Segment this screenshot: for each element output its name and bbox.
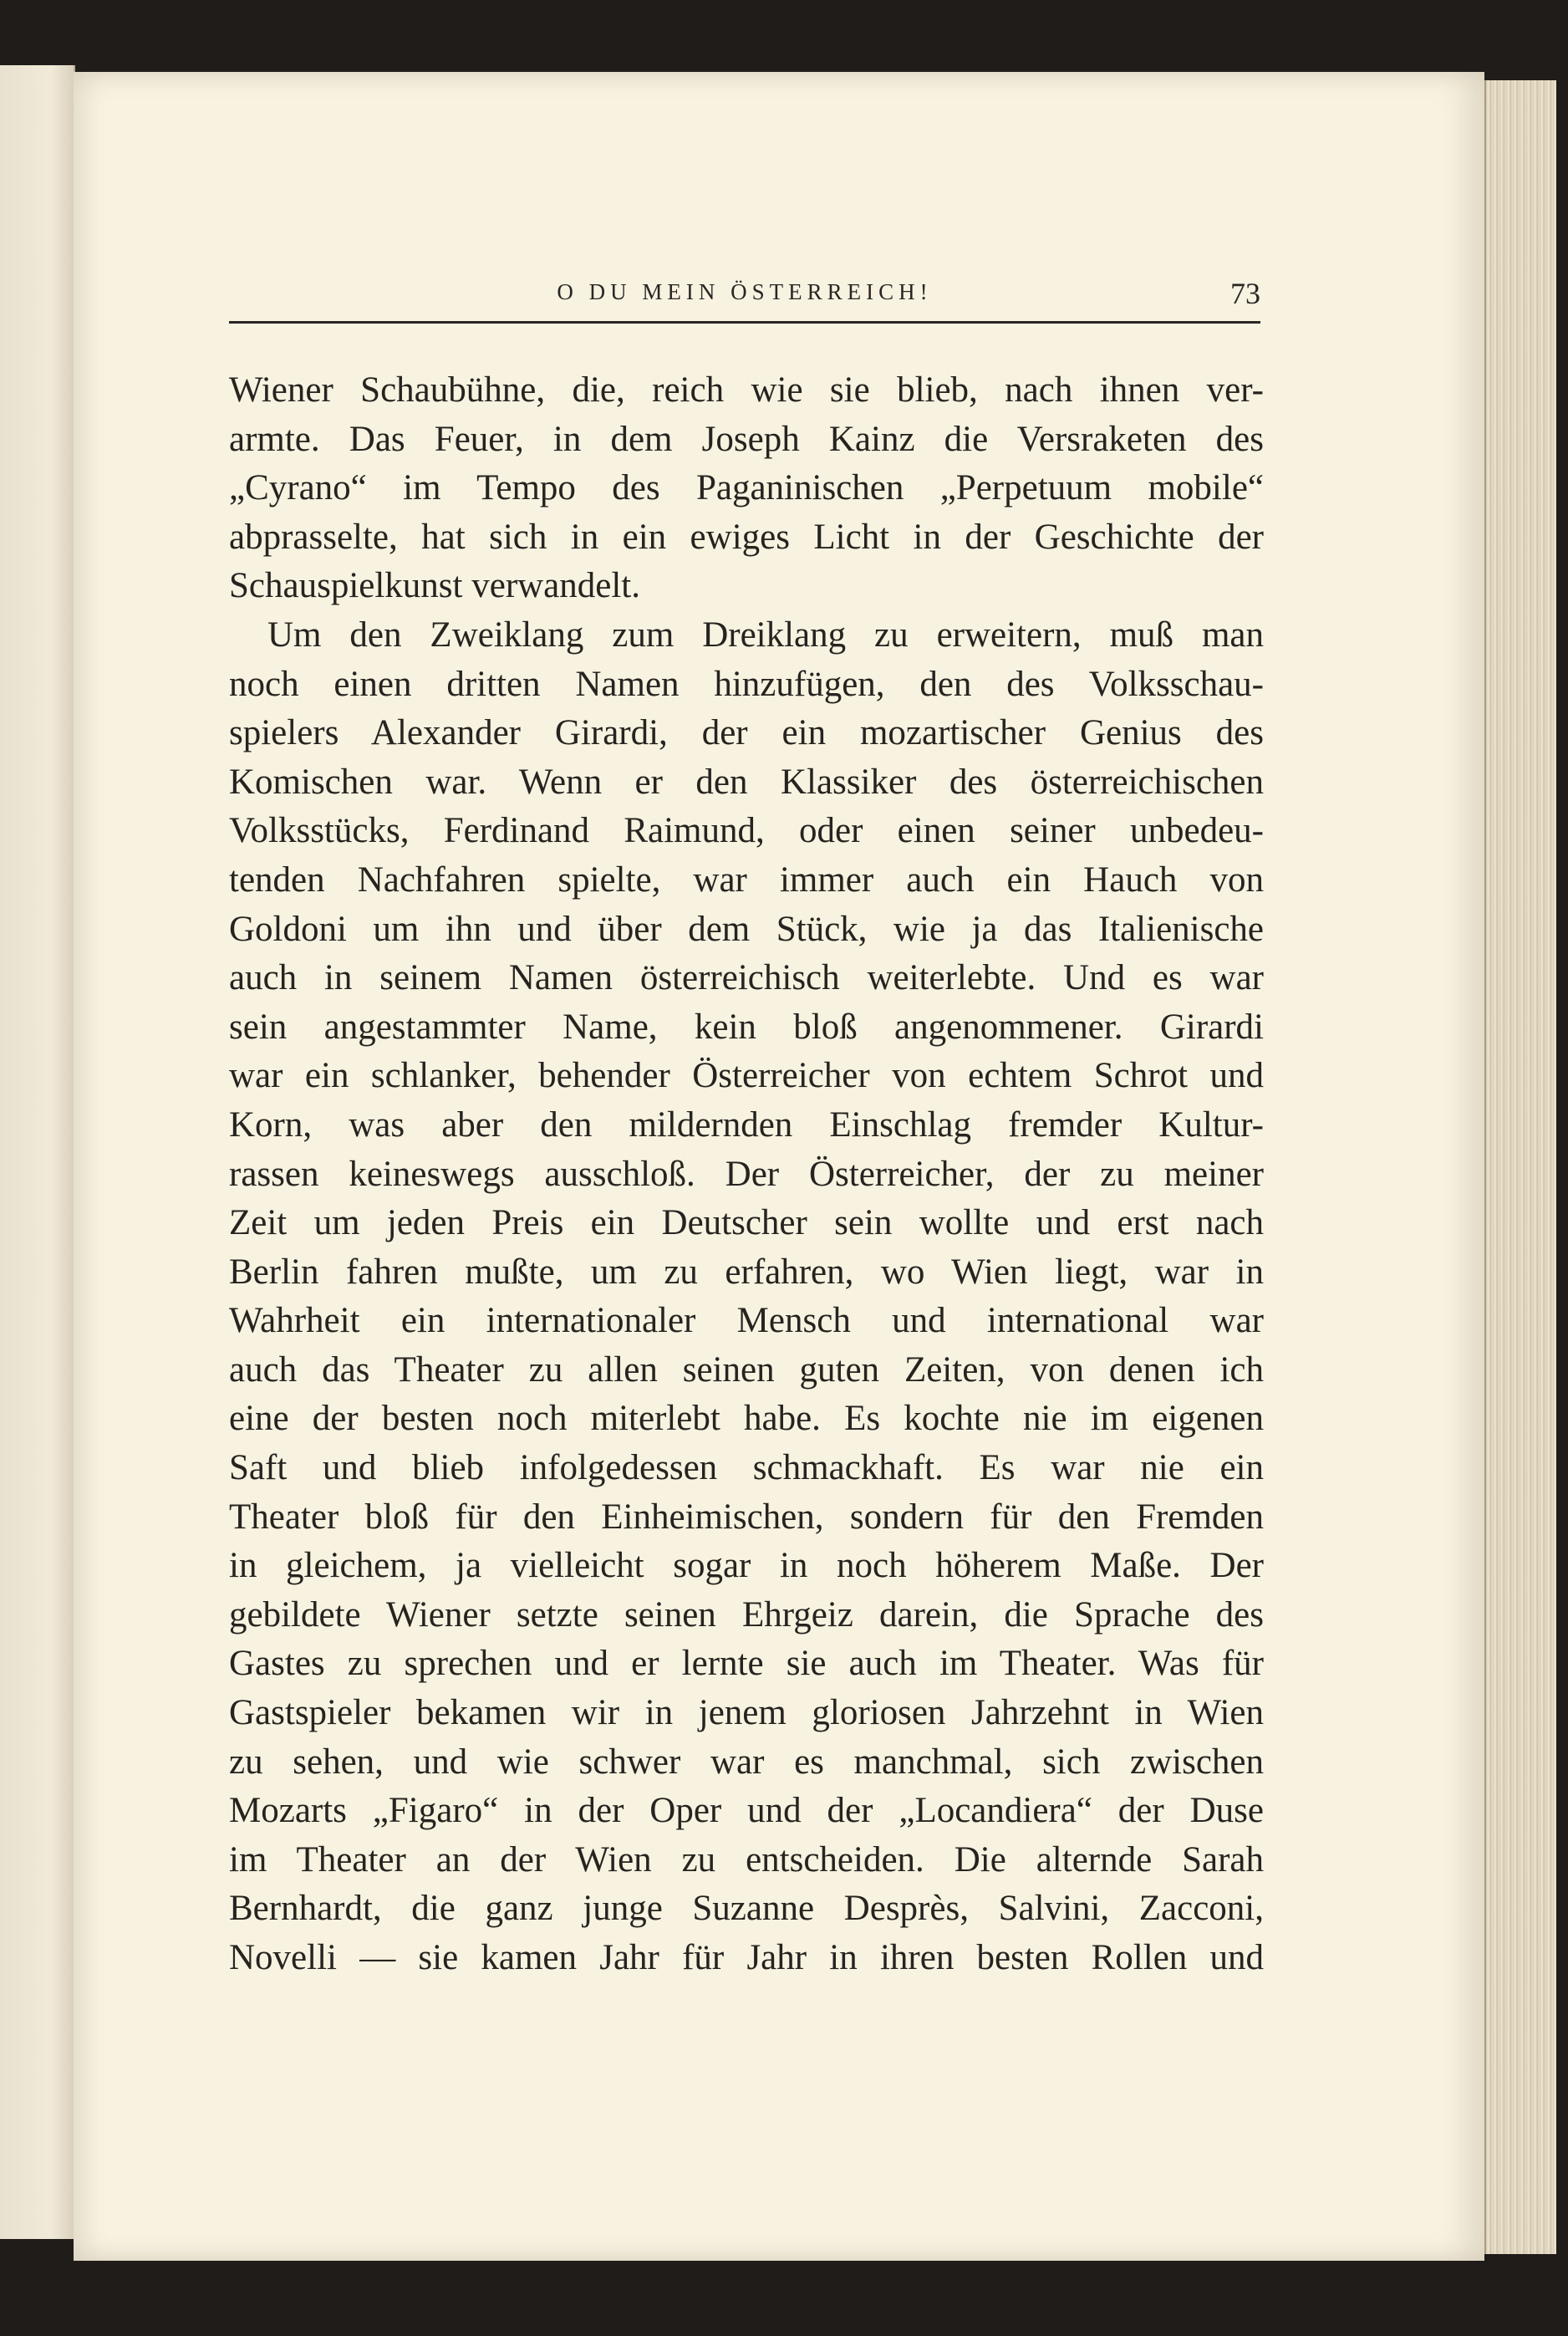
text-line: in gleichem, ja vielleicht sogar in noch höherem Maße. Der <box>229 1546 1264 1586</box>
text-line: Volksstücks, Ferdinand Raimund, oder einen seiner unbedeu- <box>229 811 1264 851</box>
text-line: gebildete Wiener setzte seinen Ehrgeiz darein, die Sprache des <box>229 1594 1264 1635</box>
text-line: Gastes zu sprechen und er lernte sie auch im Theater. Was für <box>229 1644 1264 1684</box>
left-page-edge <box>0 65 75 2239</box>
text-line: Komischen war. Wenn er den Klassiker des österreichischen <box>229 762 1264 802</box>
text-line: Wiener Schaubühne, die, reich wie sie blieb, nach ihnen ver- <box>229 370 1264 410</box>
text-line: rassen keineswegs ausschloß. Der Österreicher, der zu meiner <box>229 1154 1264 1194</box>
text-line: Theater bloß für den Einheimischen, sondern für den Fremden <box>229 1497 1264 1537</box>
running-title: O DU MEIN ÖSTERREICH! <box>557 279 933 304</box>
text-line: sein angestammter Name, kein bloß angenommener. Girardi <box>229 1007 1264 1047</box>
text-line: Goldoni um ihn und über dem Stück, wie ja das Italienische <box>229 909 1264 949</box>
page-number: 73 <box>1230 277 1260 310</box>
running-head <box>229 279 1260 324</box>
text-line: armte. Das Feuer, in dem Joseph Kainz die Versraketen des <box>229 419 1264 459</box>
text-line: „Cyrano“ im Tempo des Paganinischen „Perpetuum mobile“ <box>229 468 1264 508</box>
text-line: Bernhardt, die ganz junge Suzanne Desprès, Salvini, Zacconi, <box>229 1889 1264 1929</box>
body-text <box>229 366 1264 1983</box>
text-line: Wahrheit ein internationaler Mensch und international war <box>229 1301 1264 1341</box>
text-line: im Theater an der Wien zu entscheiden. Die alternde Sarah <box>229 1839 1264 1880</box>
text-line: noch einen dritten Namen hinzufügen, den des Volksschau- <box>229 664 1264 704</box>
text-line: war ein schlanker, behender Österreicher von echtem Schrot und <box>229 1056 1264 1096</box>
text-line: Gastspieler bekamen wir in jenem gloriosen Jahrzehnt in Wien <box>229 1693 1264 1733</box>
text-line: tenden Nachfahren spielte, war immer auch ein Hauch von <box>229 859 1264 900</box>
text-line: Mozarts „Figaro“ in der Oper und der „Locandiera“ der Duse <box>229 1791 1264 1831</box>
text-line: eine der besten noch miterlebt habe. Es kochte nie im eigenen <box>229 1399 1264 1439</box>
text-line: Schauspielkunst verwandelt. <box>229 566 641 606</box>
text-line: Um den Zweiklang zum Dreiklang zu erweitern, muß man <box>267 615 1264 655</box>
text-line: abprasselte, hat sich in ein ewiges Licht in der Geschichte der <box>229 517 1264 557</box>
page-edges <box>1484 80 1556 2254</box>
text-line: Zeit um jeden Preis ein Deutscher sein wollte und erst nach <box>229 1203 1264 1243</box>
text-line: zu sehen, und wie schwer war es manchmal, sich zwischen <box>229 1742 1264 1782</box>
text-line: auch das Theater zu allen seinen guten Zeiten, von denen ich <box>229 1349 1264 1390</box>
text-line: auch in seinem Namen österreichisch weiterlebte. Und es war <box>229 958 1264 998</box>
text-line: Saft und blieb infolgedessen schmackhaft. Es war nie ein <box>229 1448 1264 1488</box>
text-line: Korn, was aber den mildernden Einschlag fremder Kultur- <box>229 1104 1264 1145</box>
text-line: spielers Alexander Girardi, der ein mozartischer Genius des <box>229 713 1264 753</box>
text-line: Novelli — sie kamen Jahr für Jahr in ihren besten Rollen und <box>229 1938 1264 1977</box>
text-line: Berlin fahren mußte, um zu erfahren, wo Wien liegt, war in <box>229 1252 1264 1292</box>
